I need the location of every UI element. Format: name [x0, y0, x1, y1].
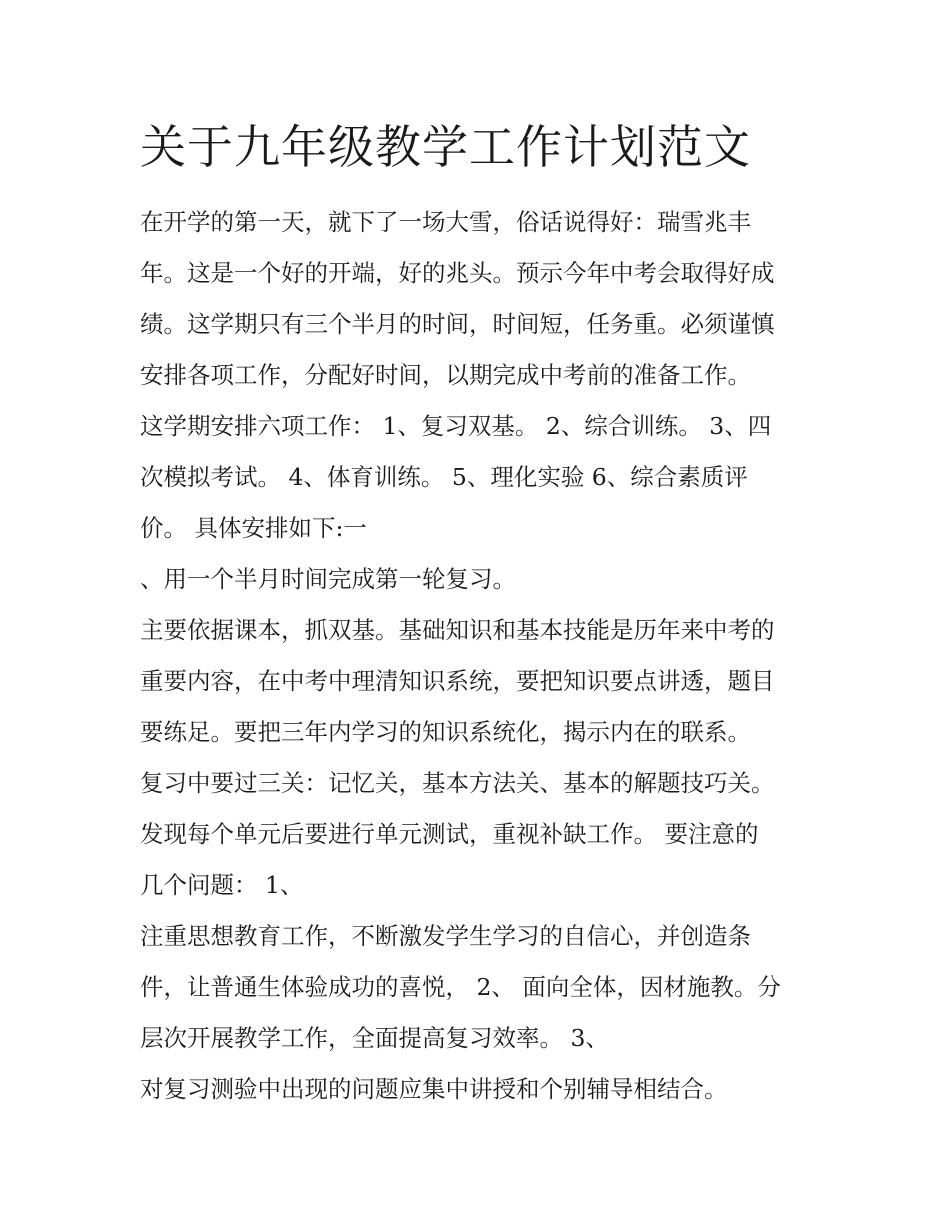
paragraph-line: 几个问题： 1、 [140, 871, 304, 899]
paragraph-line: 要练足。要把三年内学习的知识系统化，揭示内在的联系。 [140, 718, 751, 746]
paragraph-line: 、用一个半月时间完成第一轮复习。 [140, 565, 516, 593]
paragraph-line: 次模拟考试。 4、体育训练。 5、理化实验 6、综合素质评 [140, 463, 748, 491]
paragraph-line: 对复习测验中出现的问题应集中讲授和个别辅导相结合。 [140, 1075, 728, 1103]
paragraph-line: 在开学的第一天，就下了一场大雪，俗话说得好：瑞雪兆丰 [140, 208, 751, 236]
paragraph-line: 价。 具体安排如下:一 [140, 514, 367, 542]
paragraph-line: 件，让普通生体验成功的喜悦， 2、 面向全体，因材施教。分 [140, 973, 781, 1001]
paragraph-line: 年。这是一个好的开端，好的兆头。预示今年中考会取得好成 [140, 259, 775, 287]
paragraph-line: 绩。这学期只有三个半月的时间，时间短，任务重。必须谨慎 [140, 310, 775, 338]
paragraph-line: 安排各项工作，分配好时间，以期完成中考前的准备工作。 [140, 361, 751, 389]
paragraph-line: 层次开展教学工作，全面提高复习效率。 3、 [140, 1024, 609, 1052]
paragraph-line: 重要内容，在中考中理清知识系统，要把知识要点讲透，题目 [140, 667, 775, 695]
page-title: 关于九年级教学工作计划范文 [140, 120, 751, 174]
paragraph-line: 主要依据课本，抓双基。基础知识和基本技能是历年来中考的 [140, 616, 775, 644]
paragraph-line: 复习中要过三关：记忆关，基本方法关、基本的解题技巧关。 [140, 769, 775, 797]
paragraph-line: 发现每个单元后要进行单元测试，重视补缺工作。 要注意的 [140, 820, 759, 848]
paragraph-line: 这学期安排六项工作： 1、复习双基。 2、综合训练。 3、四 [140, 412, 772, 440]
paragraph-line: 注重思想教育工作，不断激发学生学习的自信心，并创造条 [140, 922, 751, 950]
